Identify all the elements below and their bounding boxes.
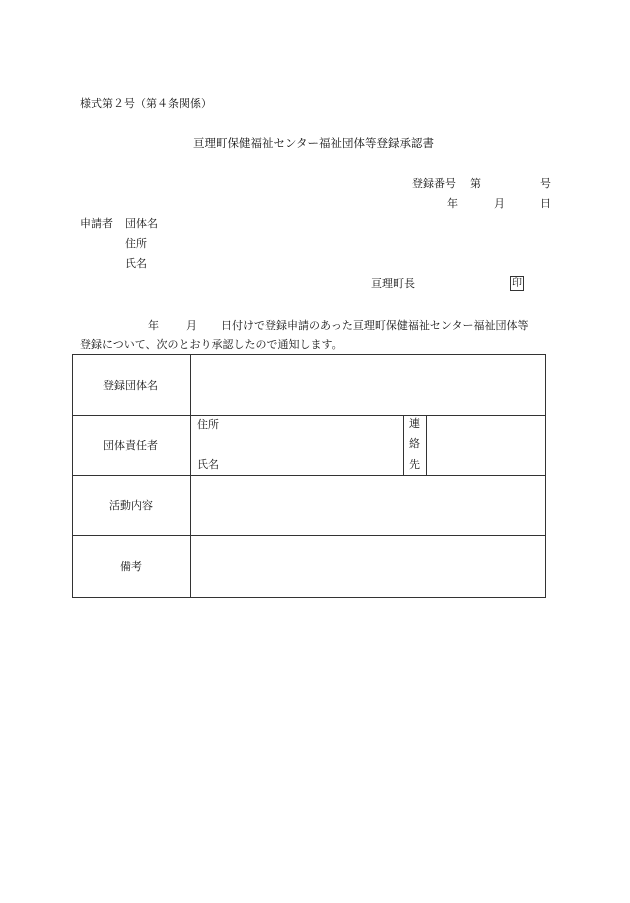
registration-go: 号 bbox=[540, 177, 551, 190]
group-name-value-cell[interactable] bbox=[191, 355, 545, 416]
document-title: 亘理町保健福祉センター福祉団体等登録承認書 bbox=[193, 136, 435, 150]
contact-label-cell bbox=[404, 416, 427, 476]
remarks-label: 備考 bbox=[120, 560, 142, 573]
leader-address-label: 住所 bbox=[197, 418, 219, 431]
activity-value-cell[interactable] bbox=[191, 476, 545, 536]
applicant-name-label: 氏名 bbox=[125, 257, 147, 270]
applicant-address-label: 住所 bbox=[125, 237, 147, 250]
label-cell-group-name bbox=[73, 355, 191, 416]
body-line1: 日付けで登録申請のあった亘理町保健福祉センター福祉団体等 bbox=[221, 319, 529, 332]
group-name-label: 登録団体名 bbox=[103, 379, 158, 392]
contact-char-2: 絡 bbox=[409, 437, 420, 450]
registration-label: 登録番号 bbox=[412, 177, 456, 190]
remarks-value-cell[interactable] bbox=[191, 536, 545, 597]
applicant-label: 申請者 bbox=[80, 217, 113, 230]
date-day: 日 bbox=[540, 197, 551, 210]
contact-value-cell[interactable] bbox=[427, 416, 545, 476]
leader-name-label: 氏名 bbox=[197, 458, 219, 471]
body-year: 年 bbox=[148, 319, 159, 332]
label-cell-remarks bbox=[73, 536, 191, 597]
body-month: 月 bbox=[186, 319, 197, 332]
body-line2: 登録について、次のとおり承認したので通知します。 bbox=[80, 338, 343, 351]
mayor-label: 亘理町長 bbox=[371, 277, 415, 290]
date-year: 年 bbox=[447, 197, 458, 210]
applicant-group-label: 団体名 bbox=[125, 217, 158, 230]
date-month: 月 bbox=[494, 197, 505, 210]
activity-label: 活動内容 bbox=[109, 499, 153, 512]
contact-char-1: 連 bbox=[409, 417, 420, 430]
contact-char-3: 先 bbox=[409, 458, 420, 471]
registration-dai: 第 bbox=[470, 177, 481, 190]
registration-table bbox=[72, 354, 546, 598]
leader-label: 団体責任者 bbox=[103, 439, 158, 452]
label-cell-leader bbox=[73, 416, 191, 476]
seal-mark: 印 bbox=[512, 278, 522, 289]
leader-value-cell[interactable] bbox=[191, 416, 404, 476]
label-cell-activity bbox=[73, 476, 191, 536]
form-number: 様式第２号（第４条関係） bbox=[80, 97, 212, 110]
